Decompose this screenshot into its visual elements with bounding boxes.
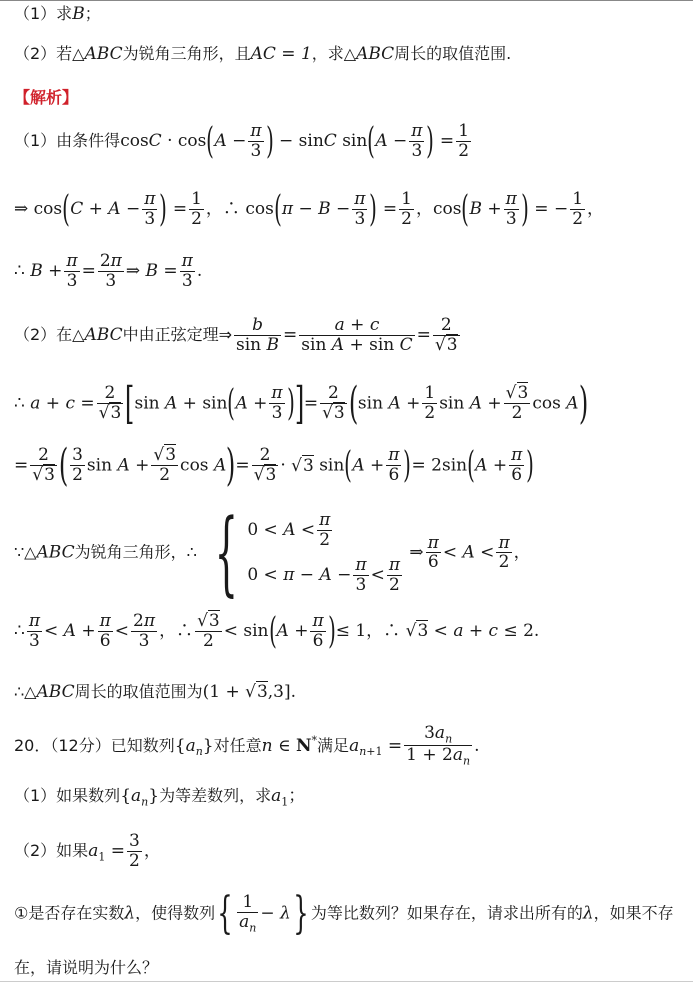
solution2-line5: ∴ $\frac{\pi}{3}$ < A + $\frac{\pi}{6}$ < $\frac{2\pi}{3}$ ，∴ $\frac{√3}{2}$ < sin(A + $\frac{\pi}{6}$ )≤ 1，∴ √3 < a + c ≤ 2. xyxy=(14,610,540,652)
question20-part1: （1）如果数列$\{a_n\}$为等差数列，求$a_1$； xyxy=(14,786,306,809)
question20-part2: （2）如果$a_1$ = $\frac{3}{2}$ ， xyxy=(14,831,161,871)
analysis-heading: 【解析】 xyxy=(14,88,79,107)
solution2-system: ∵△ABC为锐角三角形，∴ { 0 < A < $\frac{\pi}{2}$ 0 < π − A − $\frac{\pi}{3}$ < $\frac{\pi}{2}$ ⇒ $\frac{\pi}{6}$ < A < $\frac{\pi}{2}$ ， xyxy=(14,499,531,607)
part2-question: （2）若△ABC为锐角三角形，且AC = 1，求△ABC周长的取值范围. xyxy=(14,44,512,64)
top-border xyxy=(0,0,693,1)
solution1-line1: （1）由条件得cosC · cos(A − $\frac{\pi}{3}$ ) − sinC sin(A − $\frac{\pi}{3}$ ) = $\frac{1}{2}$ xyxy=(14,120,470,162)
bottom-border xyxy=(0,981,693,982)
solution2-line2: ∴ a + c = $\frac{2}{√3}$ [sin A + sin(A + $\frac{\pi}{3}$ )]= $\frac{2}{√3}$ (sin A + $\frac{1}{2}$ sin A + $\frac{√3}{2}$ cos A) xyxy=(14,378,588,429)
solution2-result: ∴△ABC周长的取值范围为(1 + √3,3]. xyxy=(14,682,297,702)
question20-stem: 20．（12分）已知数列$\{a_n\}$对任意n ∈ N*满足$a_{n+1}$ = $\frac{3a_n}{1 + 2a_n}$ . xyxy=(14,723,480,768)
part1-question: （1）求B； xyxy=(14,4,101,24)
solution1-line2: ⇒ cos(C + A − $\frac{\pi}{3}$ ) = $\frac{1}{2}$ ，∴ cos(π − B − $\frac{\pi}{3}$ ) = $\frac{1}{2}$ ，cos(B + $\frac{\pi}{3}$ ) = − $\frac{1}{2}$ ， xyxy=(14,188,605,230)
solution2-line1: （2）在△ABC中由正弦定理⇒ $\frac{b}{\text{sin B}}$ = $\frac{a + c}{\text{sin A + sin C}}$ = $\frac{2}{√3}$ xyxy=(14,315,458,355)
solution1-line3: ∴ B + $\frac{\pi}{3}$ = $\frac{2\pi}{3}$ ⇒ B = $\frac{\pi}{3}$ . xyxy=(14,251,203,291)
question20-part3-continued: 在，请说明为什么？ xyxy=(14,958,159,977)
question20-part3: ①是否存在实数λ，使得数列{ $\frac{1}{a_n}$ − λ} 为等比数列？如果存在，请求出所有的λ，如果不存 xyxy=(14,888,674,939)
solution2-line3: = $\frac{2}{√3}$ ( $\frac{3}{2}$ sin A + $\frac{√3}{2}$ cos A)= $\frac{2}{√3}$ · √3 sin(A + $\frac{\pi}{6}$ )= 2sin(A + $\frac{\pi}{6}$ ) xyxy=(14,440,535,491)
